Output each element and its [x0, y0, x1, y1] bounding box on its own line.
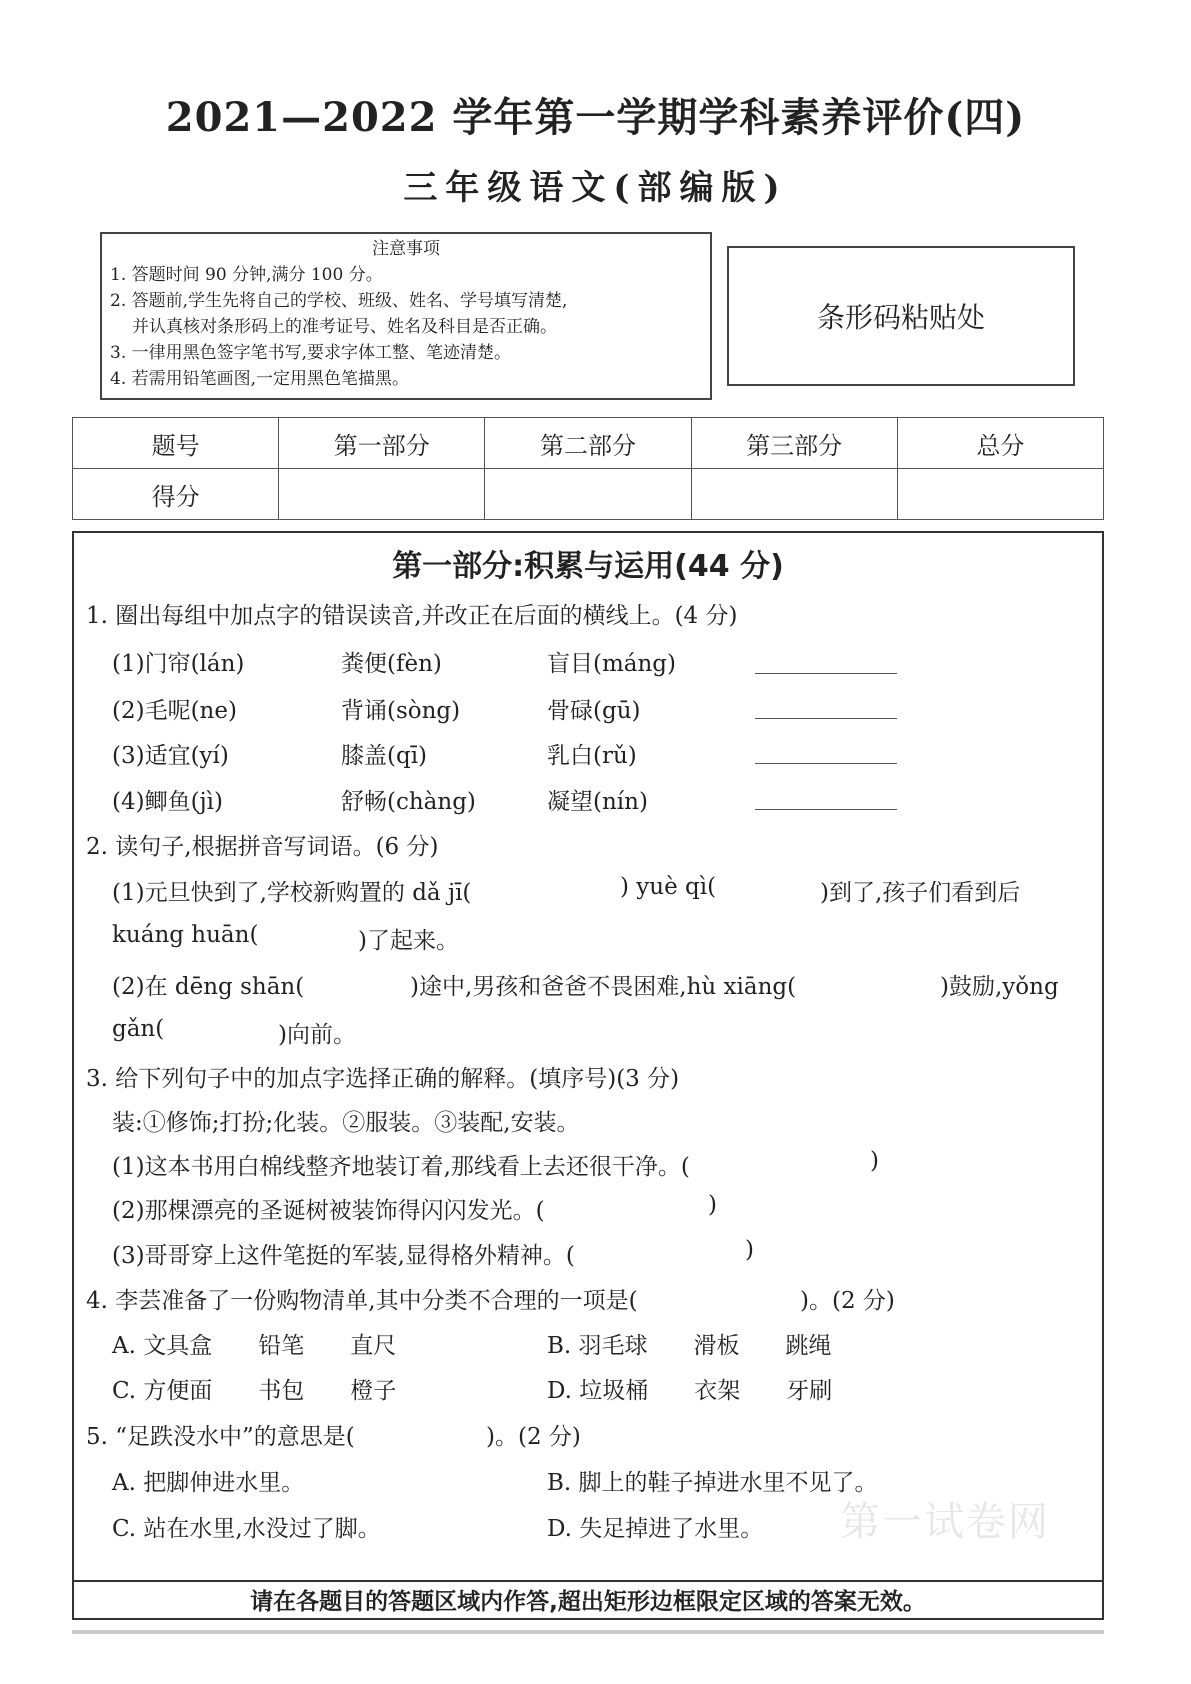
q5-option-d: D. 失足掉进了水里。: [547, 1516, 764, 1542]
q4-stem: )。(2 分): [800, 1288, 895, 1314]
q3-close-paren: ): [870, 1148, 879, 1174]
q2-text: (2)在 dēng shān(: [112, 974, 305, 1000]
q3-sentence: (2)那棵漂亮的圣诞树被装饰得闪闪发光。(: [112, 1198, 545, 1224]
notice-line: 并认真核对条形码上的准考证号、姓名及科目是否正确。: [132, 317, 557, 337]
score-header-row: [73, 418, 1104, 469]
q3-stem: 3. 给下列句子中的加点字选择正确的解释。(填序号)(3 分): [86, 1066, 680, 1092]
q2-text: )到了,孩子们看到后: [820, 880, 1021, 906]
barcode-area: [727, 246, 1075, 386]
q3-definition: 装:①修饰;打扮;化装。②服装。③装配,安装。: [112, 1110, 580, 1136]
notice-title: 注意事项: [372, 239, 440, 259]
q2-text: )了起来。: [358, 928, 459, 954]
q3-sentence: (1)这本书用白棉线整齐地装订着,那线看上去还很干净。(: [112, 1154, 690, 1180]
q1-item: 膝盖(qī): [341, 743, 428, 769]
q4-option-c: C. 方便面 书包 橙子: [112, 1378, 397, 1404]
notice-line: 4. 若需用铅笔画图,一定用黑色笔描黑。: [110, 369, 410, 389]
q3-close-paren: ): [745, 1237, 754, 1263]
q1-item: 乳白(rǔ): [547, 743, 637, 769]
q1-item: (4)鲫鱼(jì): [112, 789, 224, 815]
q4-option-a: A. 文具盒 铅笔 直尺: [112, 1333, 397, 1359]
q1-item: 背诵(sòng): [341, 698, 461, 724]
q3-sentence: (3)哥哥穿上这件笔挺的军装,显得格外精神。(: [112, 1243, 575, 1269]
q1-stem: 1. 圈出每组中加点字的错误读音,并改正在后面的横线上。(4 分): [86, 603, 738, 629]
q1-item: 凝望(nín): [547, 789, 648, 815]
q2-text: ) yuè qì(: [620, 874, 717, 900]
q4-stem: 4. 李芸准备了一份购物清单,其中分类不合理的一项是(: [86, 1288, 638, 1314]
q2-text: )途中,男孩和爸爸不畏困难,hù xiāng(: [410, 974, 797, 1000]
score-row-label: 得分: [73, 469, 279, 520]
q2-text: kuáng huān(: [112, 922, 259, 948]
score-header: 总分: [897, 418, 1103, 469]
score-header: 题号: [73, 418, 279, 469]
score-cell[interactable]: [691, 469, 897, 520]
notice-line: 3. 一律用黑色签字笔书写,要求字体工整、笔迹清楚。: [110, 343, 512, 363]
notice-box: [100, 232, 712, 400]
notice-line: 1. 答题时间 90 分钟,满分 100 分。: [110, 265, 383, 285]
q5-stem: 5. “足跌没水中”的意思是(: [86, 1424, 355, 1450]
q5-option-b: B. 脚上的鞋子掉进水里不见了。: [547, 1470, 878, 1496]
answer-area-notice: 请在各题目的答题区域内作答,超出矩形边框限定区域的答案无效。: [72, 1580, 1104, 1620]
q2-text: gǎn(: [112, 1016, 165, 1042]
answer-line[interactable]: [755, 673, 897, 674]
score-header: 第一部分: [279, 418, 485, 469]
q3-close-paren: ): [708, 1192, 717, 1218]
score-cell[interactable]: [897, 469, 1103, 520]
q5-stem: )。(2 分): [486, 1424, 581, 1450]
q1-item: 舒畅(chàng): [341, 789, 476, 815]
score-row: [73, 469, 1104, 520]
answer-line[interactable]: [755, 718, 897, 719]
q2-text: (1)元旦快到了,学校新购置的 dǎ jī(: [112, 880, 472, 906]
exam-title: 2021—2022 学年第一学期学科素养评价(四): [165, 94, 1026, 141]
q5-option-c: C. 站在水里,水没过了脚。: [112, 1516, 381, 1542]
q2-text: )鼓励,yǒng: [940, 974, 1059, 1000]
page-bottom-divider: [72, 1630, 1104, 1634]
q2-stem: 2. 读句子,根据拼音写词语。(6 分): [86, 834, 439, 860]
q1-item: (3)适宜(yí): [112, 743, 229, 769]
score-table: [72, 417, 1104, 520]
q2-text: )向前。: [278, 1022, 356, 1048]
barcode-label: 条形码粘贴处: [816, 301, 985, 334]
notice-line: 2. 答题前,学生先将自己的学校、班级、姓名、学号填写清楚,: [110, 291, 568, 311]
q4-option-b: B. 羽毛球 滑板 跳绳: [547, 1333, 832, 1359]
q1-item: (2)毛呢(ne): [112, 698, 237, 724]
answer-line[interactable]: [755, 763, 897, 764]
score-cell[interactable]: [485, 469, 691, 520]
q1-item: 粪便(fèn): [341, 651, 442, 677]
q5-option-a: A. 把脚伸进水里。: [112, 1470, 305, 1496]
answer-line[interactable]: [755, 809, 897, 810]
score-cell[interactable]: [279, 469, 485, 520]
watermark: 第一试卷网: [840, 1499, 1050, 1545]
exam-subtitle: 三年级语文(部编版): [403, 168, 788, 208]
score-header: 第三部分: [691, 418, 897, 469]
q1-item: 盲目(máng): [547, 651, 677, 677]
part1-title: 第一部分:积累与运用(44 分): [392, 549, 784, 584]
q1-item: (1)门帘(lán): [112, 651, 245, 677]
score-header: 第二部分: [485, 418, 691, 469]
q1-item: 骨碌(gū): [547, 698, 641, 724]
q4-option-d: D. 垃圾桶 衣架 牙刷: [547, 1378, 833, 1404]
